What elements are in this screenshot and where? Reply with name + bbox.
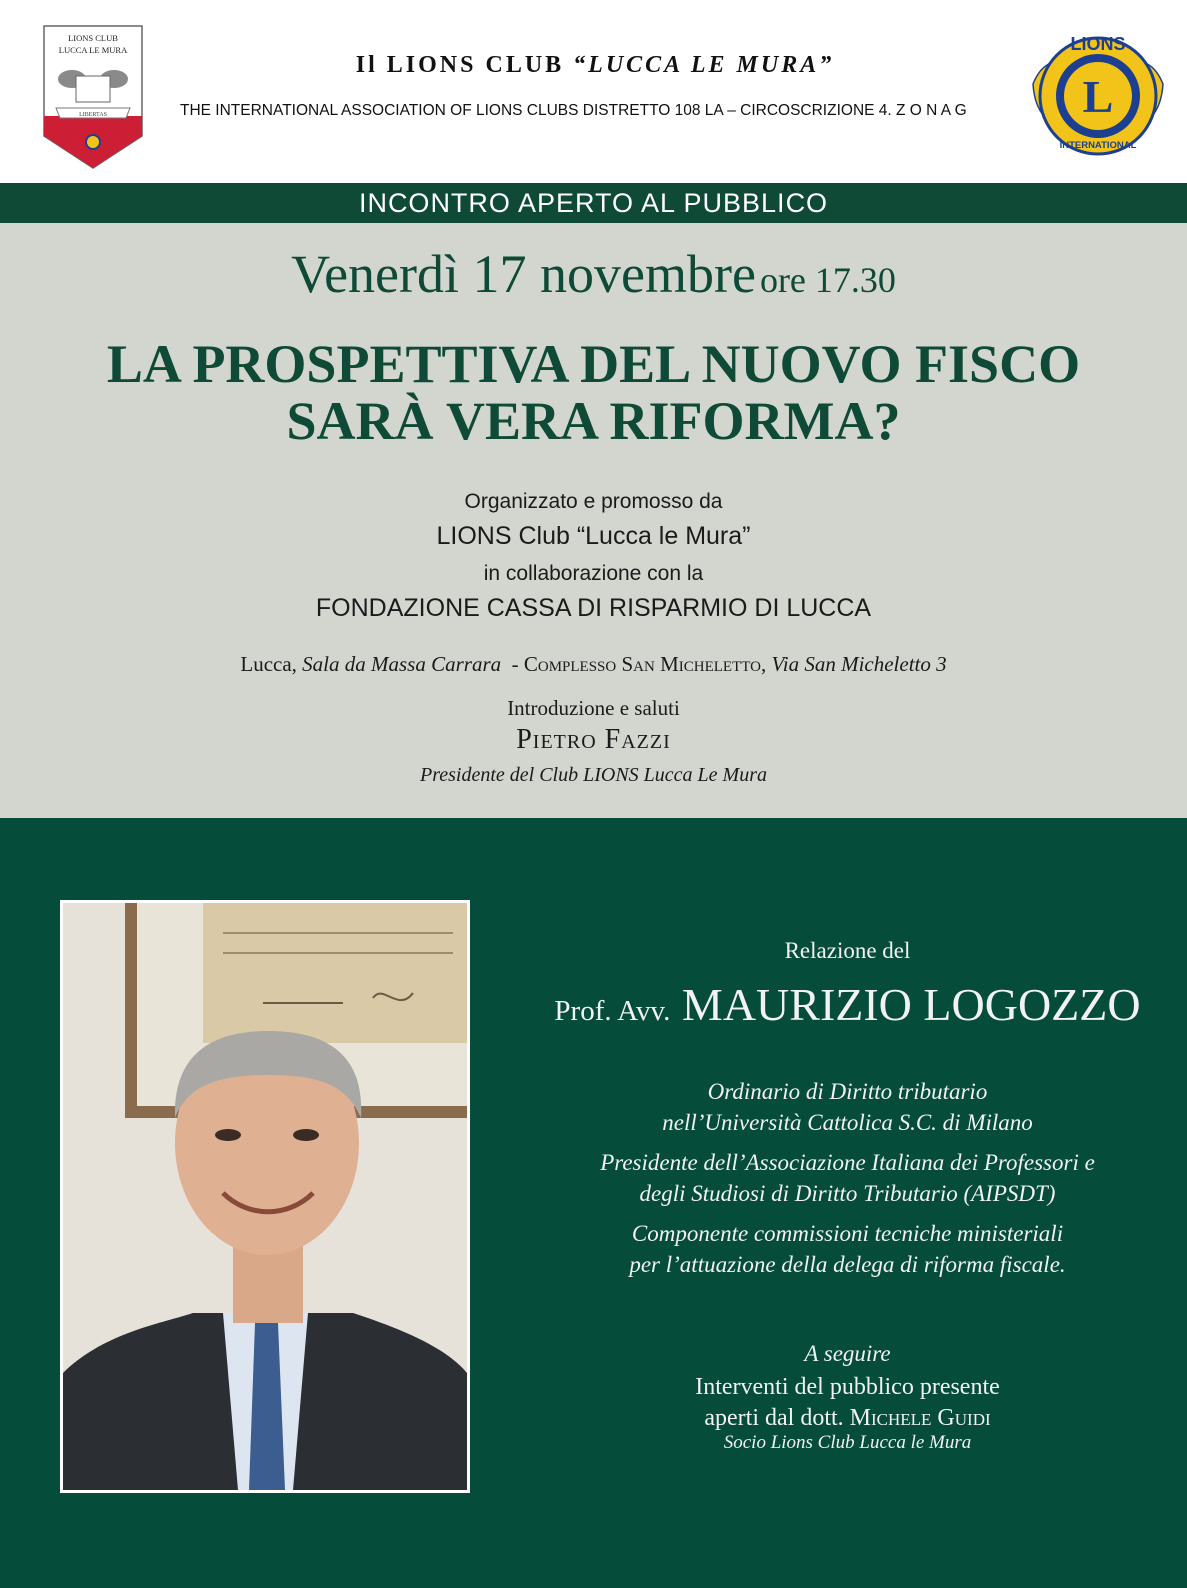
venue-city: Lucca, bbox=[240, 652, 297, 676]
bio-1-line-1: Ordinario di Diritto tributario bbox=[707, 1079, 988, 1104]
organizer-club: LIONS Club “Lucca le Mura” bbox=[436, 522, 751, 550]
headline-line-1: LA PROSPETTIVA DEL NUOVO FISCO bbox=[106, 334, 1081, 394]
club-title-name: “LUCCA LE MURA” bbox=[573, 52, 835, 78]
club-subtitle: THE INTERNATIONAL ASSOCIATION OF LIONS CLUBS DISTRETTO 108 LA – CIRCOSCRIZIONE 4. Z O N A G bbox=[180, 102, 967, 119]
event-venue bbox=[0, 652, 1187, 677]
event-date-time bbox=[0, 243, 1187, 305]
followup-line-1: Interventi del pubblico presente bbox=[695, 1374, 1000, 1400]
venue-complex: Complesso San Micheletto, bbox=[523, 652, 767, 676]
speaker-portrait-image bbox=[63, 903, 467, 1490]
introduction-label: Introduzione e saluti bbox=[507, 696, 680, 720]
followup-label: A seguire bbox=[804, 1341, 891, 1366]
organizer-intro: Organizzato e promosso da bbox=[464, 490, 723, 513]
event-time: ore 17.30 bbox=[759, 260, 896, 300]
club-crest-logo bbox=[42, 24, 144, 170]
collaboration-intro: in collaborazione con la bbox=[483, 562, 704, 585]
lions-international-logo bbox=[1023, 24, 1173, 168]
introduction-speaker-role: Presidente del Club LIONS Lucca Le Mura bbox=[419, 764, 767, 786]
speaker-photo bbox=[60, 900, 470, 1493]
speaker-bio-3 bbox=[540, 1218, 1155, 1280]
venue-hall: Sala da Massa Carrara bbox=[302, 652, 502, 676]
speaker-name-line bbox=[540, 978, 1155, 1031]
talk-label: Relazione del bbox=[784, 938, 911, 963]
svg-text:INTERNATIONAL: INTERNATIONAL bbox=[1059, 140, 1137, 151]
followup-line-2 bbox=[540, 1403, 1155, 1434]
svg-text:LIBERTAS: LIBERTAS bbox=[79, 112, 107, 118]
moderator-name: Michele Guidi bbox=[849, 1405, 991, 1431]
svg-text:L: L bbox=[1082, 71, 1114, 122]
event-date: Venerdì 17 novembre bbox=[291, 244, 756, 304]
bio-2-line-1: Presidente dell’Associazione Italiana dei Professori e bbox=[600, 1150, 1095, 1175]
svg-text:LIONS: LIONS bbox=[1070, 34, 1126, 54]
svg-text:LUCCA LE MURA: LUCCA LE MURA bbox=[58, 45, 128, 55]
bio-1-line-2: nell’Università Cattolica S.C. di Milano bbox=[662, 1110, 1033, 1135]
bio-3-line-2: per l’attuazione della delega di riforma fiscale. bbox=[629, 1252, 1066, 1277]
followup-text bbox=[540, 1372, 1155, 1434]
headline-line-2: SARÀ VERA RIFORMA? bbox=[286, 391, 901, 451]
speaker-bio-1 bbox=[540, 1076, 1155, 1138]
bio-2-line-2: degli Studiosi di Diritto Tributario (AIPSDT) bbox=[639, 1181, 1056, 1206]
introduction-speaker-name: Pietro Fazzi bbox=[516, 724, 671, 755]
public-event-banner: INCONTRO APERTO AL PUBBLICO bbox=[0, 183, 1187, 223]
moderator-role: Socio Lions Club Lucca le Mura bbox=[723, 1432, 972, 1453]
venue-street: Via San Micheletto 3 bbox=[771, 652, 947, 676]
event-headline bbox=[0, 336, 1187, 450]
venue-separator: - bbox=[511, 652, 519, 676]
speaker-name: MAURIZIO LOGOZZO bbox=[681, 979, 1141, 1030]
speaker-bio-2 bbox=[540, 1147, 1155, 1209]
bio-3-line-1: Componente commissioni tecniche ministeriali bbox=[631, 1221, 1064, 1246]
collaborator-foundation: FONDAZIONE CASSA DI RISPARMIO DI LUCCA bbox=[315, 594, 872, 622]
header bbox=[0, 0, 1187, 183]
club-title-prefix: Il LIONS CLUB bbox=[355, 52, 565, 78]
speaker-title: Prof. Avv. bbox=[554, 995, 671, 1027]
club-title bbox=[240, 52, 950, 79]
followup-prefix: aperti dal dott. bbox=[704, 1405, 844, 1431]
svg-text:LIONS CLUB: LIONS CLUB bbox=[68, 33, 118, 43]
